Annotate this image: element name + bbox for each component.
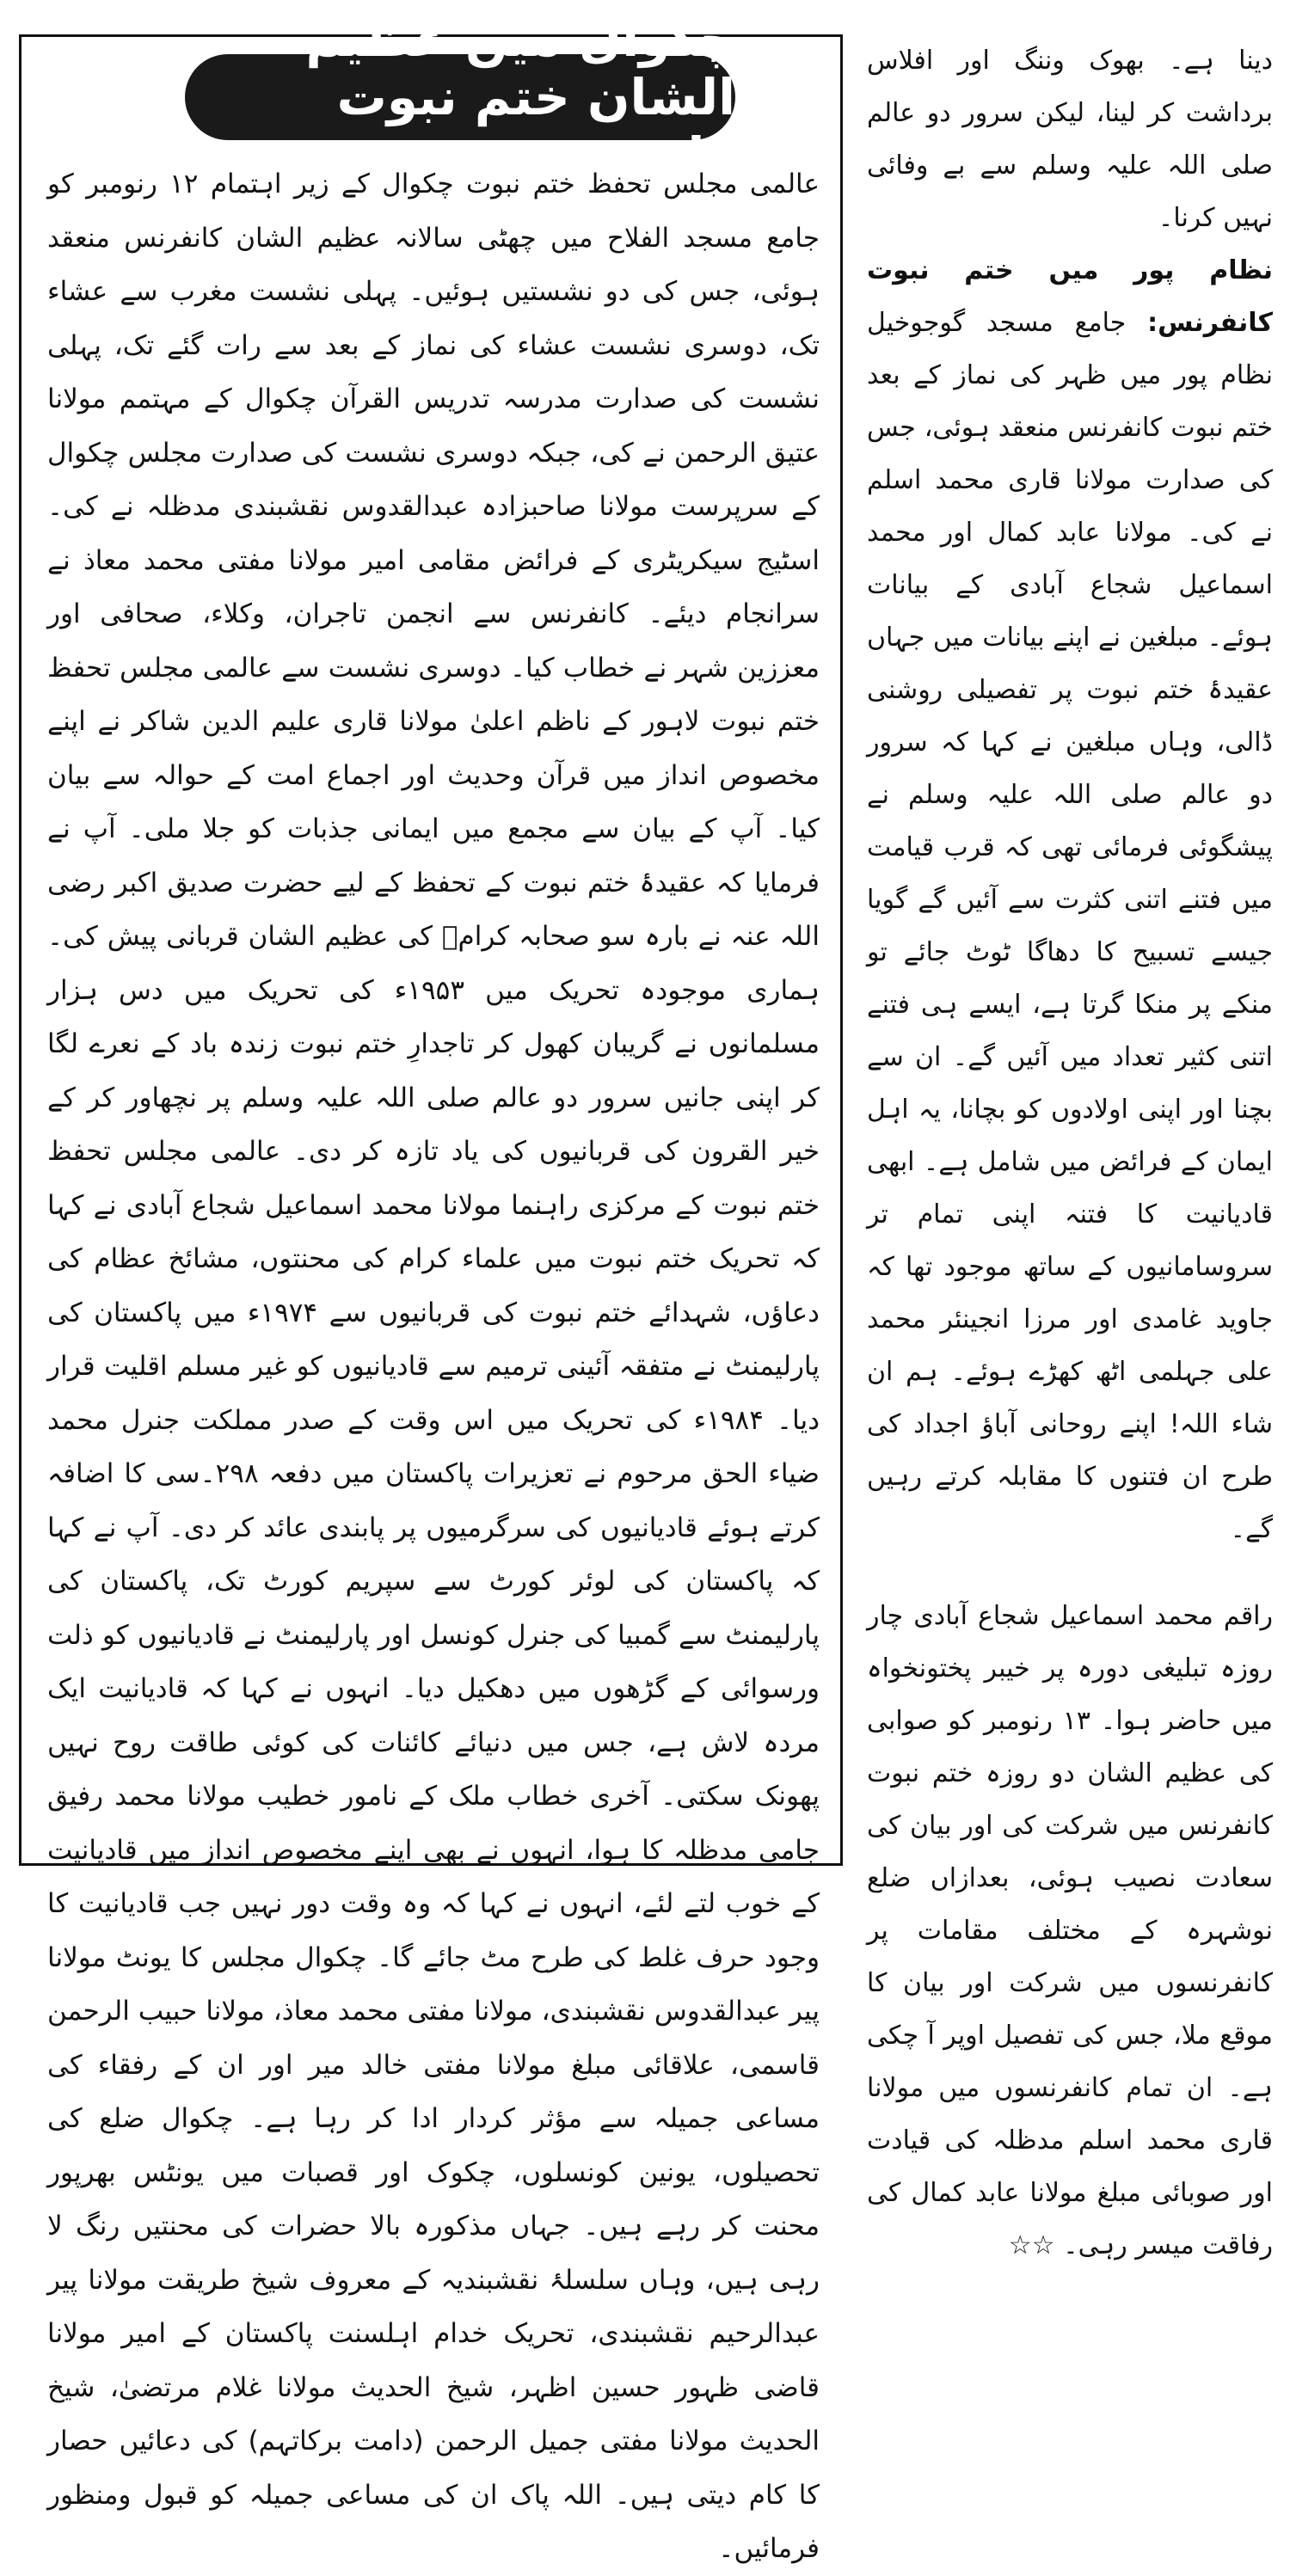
right-column-intro: دینا ہے۔ بھوک وننگ اور افلاس برداشت کر لینا، لیکن سرور دو عالم صلی اللہ علیہ وسلم سے بے وفائی نہیں کرنا۔ <box>867 46 1273 233</box>
article-body: عالمی مجلس تحفظ ختم نبوت چکوال کے زیر اہتمام ۱۲ رنومبر کو جامع مسجد الفلاح میں چھٹی سالانہ عظیم الشان کانفرنس منعقد ہوئی، جس کی دو نشستیں ہوئیں۔ پہلی نشست مغرب سے عشاء تک، دوسری نشست عشاء کی نماز کے بعد سے رات گئے تک، پہلی نشست کی صدارت مدرسہ تدریس القرآن چکوال کے مہتمم مولانا عتیق الرحمن نے کی، جبکہ دوسری نشست کی صدارت مجلس چکوال کے سرپرست مولانا صاحبزادہ عبدالقدوس نقشبندی مدظلہ نے کی۔ اسٹیج سیکریٹری کے فرائض مقامی امیر مولانا مفتی محمد معاذ نے سرانجام دیئے۔ کانفرنس سے انجمن تاجران، وکلاء، صحافی اور معززین شہر نے خطاب کیا۔ دوسری نشست سے عالمی مجلس تحفظ ختم نبوت لاہور کے ناظم اعلیٰ مولانا قاری علیم الدین شاکر نے اپنے مخصوص انداز میں قرآن وحدیث اور اجماع امت کے حوالہ سے بیان کیا۔ آپ کے بیان سے مجمع میں ایمانی جذبات کو جلا ملی۔ آپ نے فرمایا کہ عقیدۂ ختم نبوت کے تحفظ کے لیے حضرت صدیق اکبر رضی اللہ عنہ نے بارہ سو صحابہ کرامؓ کی عظیم الشان قربانی پیش کی۔ ہماری موجودہ تحریک میں ۱۹۵۳ء کی تحریک میں دس ہزار مسلمانوں نے گریبان کھول کر تاجدارِ ختم نبوت زندہ باد کے نعرے لگا کر اپنی جانیں سرور دو عالم صلی اللہ علیہ وسلم پر نچھاور کر کے خیر القرون کی قربانیوں کی یاد تازہ کر دی۔ عالمی مجلس تحفظ ختم نبوت کے مرکزی راہنما مولانا محمد اسماعیل شجاع آبادی نے کہا کہ تحریک ختم نبوت میں علماء کرام کی محنتوں، مشائخ عظام کی دعاؤں، شہدائے ختم نبوت کی قربانیوں سے ۱۹۷۴ء میں پاکستان کی پارلیمنٹ نے متفقہ آئینی ترمیم سے قادیانیوں کو غیر مسلم اقلیت قرار دیا۔ ۱۹۸۴ء کی تحریک میں اس وقت کے صدر مملکت جنرل محمد ضیاء الحق مرحوم نے تعزیرات پاکستان میں دفعہ ۲۹۸۔سی کا اضافہ کرتے ہوئے قادیانیوں کی سرگرمیوں پر پابندی عائد کر دی۔ آپ نے کہا کہ پاکستان کی لوئر کورٹ سے سپریم کورٹ تک، پاکستان کی پارلیمنٹ سے گمبیا کی جنرل کونسل اور پارلیمنٹ نے قادیانیوں کو ذلت ورسوائی کے گڑھوں میں دھکیل دیا۔ انہوں نے کہا کہ قادیانیت ایک مردہ لاش ہے، جس میں دنیائے کائنات کی کوئی طاقت روح نہیں پھونک سکتی۔ آخری خطاب ملک کے نامور خطیب مولانا محمد رفیق جامی مدظلہ کا ہوا، انہوں نے بھی اپنے مخصوص انداز میں قادیانیت کے خوب لتے لئے، انہوں نے کہا کہ وہ وقت دور نہیں جب قادیانیت کا وجود حرف غلط کی طرح مٹ جائے گا۔ چکوال مجلس کا یونٹ مولانا پیر عبدالقدوس نقشبندی، مولانا مفتی محمد معاذ، مولانا حبیب الرحمن قاسمی، علاقائی مبلغ مولانا مفتی خالد میر اور ان کے رفقاء کی مساعی جمیلہ سے مؤثر کردار ادا کر رہا ہے۔ چکوال ضلع کی تحصیلوں، یونین کونسلوں، چکوک اور قصبات میں یونٹس بھرپور محنت کر رہے ہیں۔ جہاں مذکورہ بالا حضرات کی محنتیں رنگ لا رہی ہیں، وہاں سلسلۂ نقشبندیہ کے معروف شیخ طریقت مولانا پیر عبدالرحیم نقشبندی، تحریک خدام اہلسنت پاکستان کے امیر مولانا قاضی ظہور حسین اظہر، شیخ الحدیث مولانا غلام مرتضیٰ، شیخ الحدیث مولانا مفتی جمیل الرحمن (دامت برکاتہم) کی دعائیں حصار کا کام دیتی ہیں۔ اللہ پاک ان کی مساعی جمیلہ کو قبول ومنظور فرمائیں۔ <box>47 169 820 2564</box>
section-body: جامع مسجد گوجوخیل نظام پور میں ظہر کی نماز کے بعد ختم نبوت کانفرنس منعقد ہوئی، جس کی صدارت مولانا قاری محمد اسلم نے کی۔ مولانا عابد کمال اور محمد اسماعیل شجاع آبادی کے بیانات ہوئے۔ مبلغین نے اپنے بیانات میں جہاں عقیدۂ ختم نبوت پر تفصیلی روشنی ڈالی، وہاں مبلغین نے کہا کہ سرور دو عالم صلی اللہ علیہ وسلم نے پیشگوئی فرمائی تھی کہ قرب قیامت میں فتنے اتنی کثرت سے آئیں گے گویا جیسے تسبیح کا دھاگا ٹوٹ جائے تو منکے پر منکا گرتا ہے، ایسے ہی فتنے اتنی کثیر تعداد میں آئیں گے۔ ان سے بچنا اور اپنی اولادوں کو بچانا، یہ اہل ایمان کے فرائض میں شامل ہے۔ ابھی قادیانیت کا فتنہ اپنی تمام تر سروسامانیوں کے ساتھ موجود تھا کہ جاوید غامدی اور مرزا انجینئر محمد علی جہلمی اٹھ کھڑے ہوئے۔ ہم ان شاء اللہ! اپنے روحانی آباؤ اجداد کی طرح ان فتنوں کا مقابلہ کرتے رہیں گے۔ <box>867 308 1273 1544</box>
closing-text: راقم محمد اسماعیل شجاع آبادی چار روزہ تبلیغی دورہ پر خیبر پختونخواہ میں حاضر ہوا۔ ۱۳ رنومبر کو صوابی کی عظیم الشان دو روزہ ختم نبوت کانفرنس میں شرکت کی اور بیان کی سعادت نصیب ہوئی، بعدازاں ضلع نوشہرہ کے مختلف مقامات پر کانفرنسوں میں شرکت اور بیان کا موقع ملا، جس کی تفصیل اوپر آ چکی ہے۔ ان تمام کانفرنسوں میں مولانا قاری محمد اسلم مدظلہ کی قیادت اور صوبائی مبلغ مولانا عابد کمال کی رفاقت میسر رہی۔ <box>867 1601 1273 2260</box>
right-column-section <box>867 244 1273 1555</box>
article-title: چکوال میں عظیم الشان ختم نبوت کانفرنس <box>185 54 735 140</box>
end-mark-stars: ☆☆ <box>1008 2230 1055 2260</box>
paragraph-gap <box>867 1555 1273 1590</box>
right-column-closing <box>867 1590 1273 2272</box>
right-column <box>867 34 1273 2260</box>
main-article-frame <box>19 9 843 2564</box>
section-heading: نظام پور میں ختم نبوت کانفرنس: <box>867 255 1273 338</box>
